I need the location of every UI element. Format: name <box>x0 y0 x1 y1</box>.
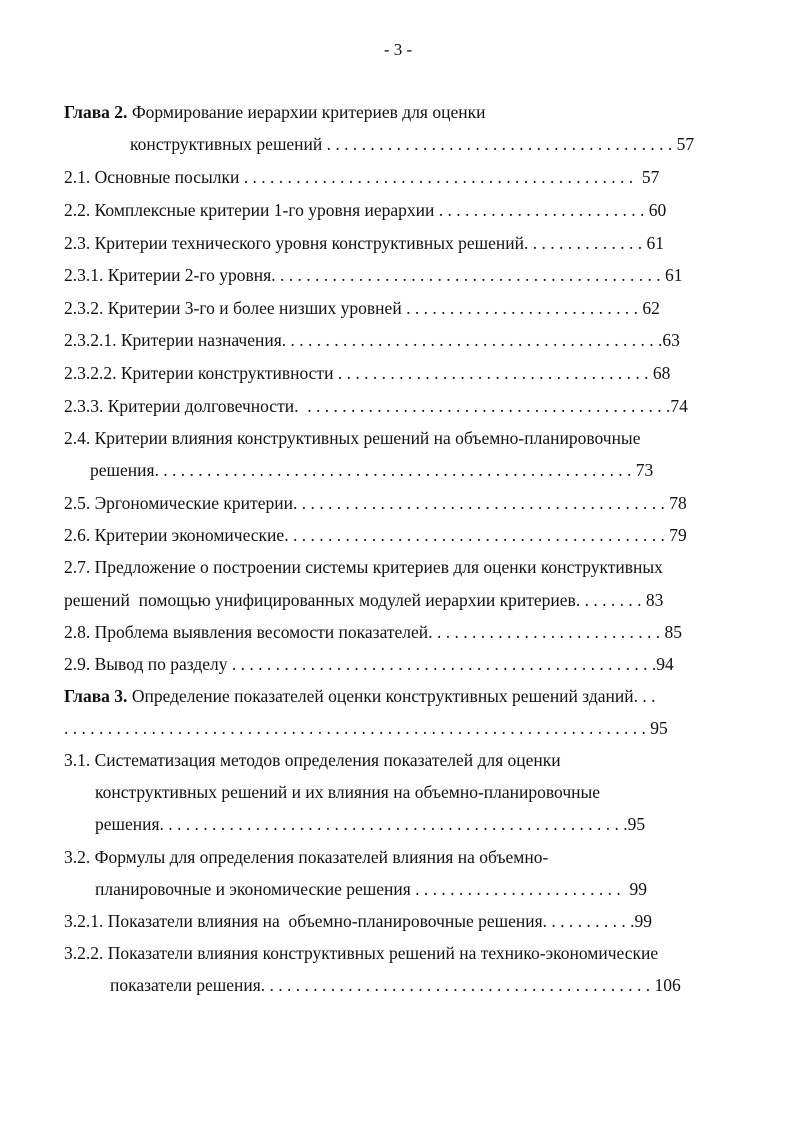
toc-page-number: 99 <box>629 879 648 899</box>
toc-entry-title: показатели решения <box>110 975 261 995</box>
toc-entry-title: 3.2.1. Показатели влияния на объемно-планировочные решения <box>64 911 543 931</box>
toc-page-number: 95 <box>650 718 668 738</box>
toc-page-number: 94 <box>656 654 674 674</box>
toc-entry <box>64 232 664 254</box>
toc-entry-title: 2.3.2.1. Критерии назначения <box>64 330 282 350</box>
toc-entry <box>64 942 658 964</box>
toc-entry <box>64 264 682 286</box>
toc-entry-title: 2.8. Проблема выявления весомости показателей <box>64 622 429 642</box>
toc-page-number: 74 <box>670 396 688 416</box>
toc-entry <box>95 813 645 835</box>
toc-page-number: 62 <box>642 298 660 318</box>
toc-entry <box>64 717 668 739</box>
toc-leader: . . . . . . . . . . . . . . . . . . . . . . . . . . . . . . . . . . . . . . . . . . . . . . . . . . . . . . <box>159 814 628 834</box>
toc-page-number: 61 <box>664 265 683 285</box>
toc-entry-title: 2.4. Критерии влияния конструктивных решений на объемно-планировочные <box>64 428 641 448</box>
toc-entry-title: 2.2. Комплексные критерии 1-го уровня иерархии <box>64 200 435 220</box>
toc-leader: . . . . . . . . . . . . . . . . . . . . . . . . . . . . . . . . . . . . . . . . . . . <box>292 493 670 513</box>
toc-entry-title: 2.9. Вывод по разделу <box>64 654 228 674</box>
toc-chapter-3-heading <box>64 685 656 707</box>
toc-entry <box>130 133 694 155</box>
toc-page-number: 83 <box>645 590 664 610</box>
toc-leader: . . . . . . . . . . . . . . . . . . . . . . . . . . . . . . . . . . . . . . . . . . . . <box>284 525 670 545</box>
toc-page-number: 106 <box>654 975 681 995</box>
toc-entry <box>64 492 687 514</box>
toc-leader: . . . . . . . . . . . <box>542 911 635 931</box>
toc-page-number: 99 <box>634 911 653 931</box>
toc-entry-title: 2.7. Предложение о построении системы критериев для оценки конструктивных <box>64 557 663 577</box>
toc-leader: . . . . . . . . <box>575 590 646 610</box>
toc-entry <box>64 749 561 771</box>
toc-entry <box>64 653 674 675</box>
toc-leader: . . . . . . . . . . . . . . . . . . . . . . . . <box>410 879 630 899</box>
toc-chapter-2-heading <box>64 101 485 123</box>
chapter-label: Глава 3. <box>64 686 128 706</box>
toc-page-number: 73 <box>635 460 654 480</box>
toc-entry-title: 3.1. Систематизация методов определения показателей для оценки <box>64 750 561 770</box>
toc-entry-title: решения <box>95 814 160 834</box>
toc-entry-title: 2.5. Эргономические критерии <box>64 493 293 513</box>
toc-page-number: 68 <box>652 363 671 383</box>
toc-leader: . . . . . . . . . . . . . . . . . . . . . . . . . . . . . . . . . . . . . . . . . . . . . . . . . . . . . . . . . . . . . . . . . . . <box>64 718 651 738</box>
toc-leader: . . . . . . . . . . . . . . <box>523 233 647 253</box>
toc-entry-title: Определение показателей оценки конструктивных решений зданий. . . <box>127 686 656 706</box>
toc-entry <box>64 297 660 319</box>
toc-entry-title: Формирование иерархии критериев для оценки <box>127 102 486 122</box>
toc-entry <box>64 846 548 868</box>
toc-entry <box>95 781 600 803</box>
toc-entry <box>64 910 652 932</box>
toc-page-number: 79 <box>669 525 687 545</box>
toc-entry-title: 3.2. Формулы для определения показателей влияния на объемно- <box>64 847 549 867</box>
toc-entry-title: 2.6. Критерии экономические <box>64 525 285 545</box>
toc-leader: . . . . . . . . . . . . . . . . . . . . . . . . . . . . . . . . . . . . . . . . . . . . . <box>260 975 655 995</box>
toc-entry <box>64 166 659 188</box>
toc-entry-title: 2.3.1. Критерии 2-го уровня <box>64 265 272 285</box>
toc-entry <box>64 621 682 643</box>
toc-leader: . . . . . . . . . . . . . . . . . . . . . . . . . . . <box>428 622 665 642</box>
toc-entry-title: конструктивных решений и их влияния на объемно-планировочные <box>95 782 601 802</box>
chapter-label: Глава 2. <box>64 102 128 122</box>
toc-entry-title: 2.3. Критерии технического уровня конструктивных решений <box>64 233 524 253</box>
toc-entry <box>95 878 647 900</box>
toc-entry-title: планировочные и экономические решения <box>95 879 411 899</box>
toc-entry-title: 2.1. Основные посылки <box>64 167 240 187</box>
toc-leader: . . . . . . . . . . . . . . . . . . . . . . . . <box>434 200 649 220</box>
toc-entry-title: решений помощью унифицированных модулей иерархии критериев <box>64 590 576 610</box>
toc-leader: . . . . . . . . . . . . . . . . . . . . . . . . . . . . . . . . . . . . . . . . . . . . . <box>239 167 638 187</box>
toc-entry <box>64 199 666 221</box>
toc-leader: . . . . . . . . . . . . . . . . . . . . . . . . . . . . . . . . . . . . . . . . . . . . <box>281 330 663 350</box>
toc-entry-title: 2.3.3. Критерии долговечности. <box>64 396 299 416</box>
toc-entry-title: 3.2.2. Показатели влияния конструктивных решений на технико-экономические <box>64 943 659 963</box>
page-number: - 3 - <box>383 40 413 59</box>
toc-entry <box>64 589 663 611</box>
toc-entry-title: конструктивных решений <box>130 134 323 154</box>
toc-leader: . . . . . . . . . . . . . . . . . . . . . . . . . . . . . . . . . . . . . . . . <box>322 134 677 154</box>
toc-page-number: 60 <box>648 200 667 220</box>
toc-entry <box>64 427 640 449</box>
toc-entry <box>64 362 670 384</box>
toc-entry <box>90 459 653 481</box>
toc-entry <box>64 329 680 351</box>
toc-entry-title: 2.3.2. Критерии 3-го и более низших уровней <box>64 298 402 318</box>
toc-leader: . . . . . . . . . . . . . . . . . . . . . . . . . . . . . . . . . . . . . . . . . . . . . . . . . <box>227 654 657 674</box>
toc-page-number: 61 <box>646 233 664 253</box>
toc-leader: . . . . . . . . . . . . . . . . . . . . . . . . . . . . . . . . . . . . . . . . . . . . . . . . . . . . . . . <box>154 460 636 480</box>
toc-page-number: 85 <box>664 622 682 642</box>
toc-entry-title: 2.3.2.2. Критерии конструктивности <box>64 363 334 383</box>
toc-leader: . . . . . . . . . . . . . . . . . . . . . . . . . . . . . . . . . . . . . . . . . . <box>298 396 671 416</box>
toc-page-number: 57 <box>676 134 695 154</box>
toc-entry <box>110 974 681 996</box>
toc-page-number: 78 <box>669 493 687 513</box>
toc-leader: . . . . . . . . . . . . . . . . . . . . . . . . . . . <box>401 298 643 318</box>
toc-entry <box>64 395 688 417</box>
toc-entry <box>64 556 663 578</box>
toc-entry-title: решения <box>90 460 155 480</box>
toc-entry <box>64 524 687 546</box>
toc-page-number: 95 <box>627 814 646 834</box>
toc-leader: . . . . . . . . . . . . . . . . . . . . . . . . . . . . . . . . . . . . . . . . . . . . . <box>271 265 665 285</box>
toc-page-number: 57 <box>637 167 660 187</box>
toc-leader: . . . . . . . . . . . . . . . . . . . . . . . . . . . . . . . . . . . . <box>333 363 653 383</box>
toc-page-number: 63 <box>662 330 680 350</box>
